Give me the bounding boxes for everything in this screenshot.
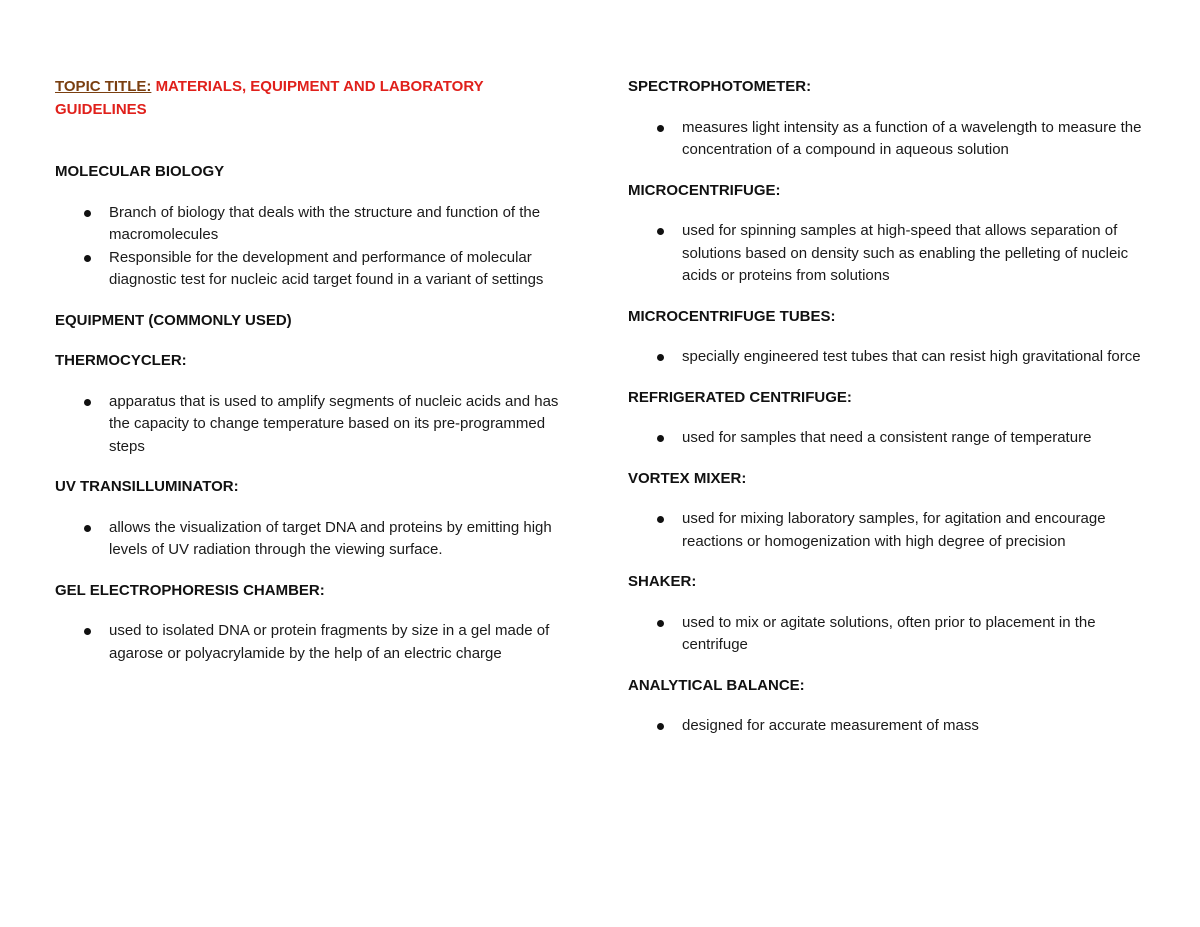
list-item: Responsible for the development and performance of molecular diagnostic test for nucleic acid target found in a variant of settings <box>55 247 575 292</box>
bullet-icon <box>657 228 664 235</box>
bullet-icon <box>84 210 91 217</box>
topic-title <box>55 76 555 121</box>
topic-text: MATERIALS, EQUIPMENT AND LABORATORY GUIDELINES <box>55 78 484 118</box>
list-item: allows the visualization of target DNA and proteins by emitting high levels of UV radiation through the viewing surface. <box>55 517 575 562</box>
bullet-icon <box>84 255 91 262</box>
gel-chamber-list <box>55 620 575 665</box>
heading-gel-electrophoresis: GEL ELECTROPHORESIS CHAMBER: <box>55 581 325 599</box>
bullet-icon <box>657 620 664 627</box>
list-item: used for mixing laboratory samples, for agitation and encourage reactions or homogenization with high degree of precision <box>628 508 1158 553</box>
bullet-icon <box>657 516 664 523</box>
microcentrifuge-tubes-list <box>628 346 1158 369</box>
heading-uv-transilluminator: UV TRANSILLUMINATOR: <box>55 478 239 495</box>
shaker-list <box>628 612 1158 657</box>
list-item: used for spinning samples at high-speed that allows separation of solutions based on density such as enabling the pelleting of nucleic acids or proteins from solutions <box>628 220 1158 288</box>
uv-transilluminator-list <box>55 517 575 562</box>
thermocycler-list <box>55 391 575 459</box>
right-column <box>628 76 1158 738</box>
bullet-icon <box>84 525 91 532</box>
left-column <box>55 76 575 665</box>
list-item: measures light intensity as a function of a wavelength to measure the concentration of a compound in aqueous solution <box>628 117 1158 162</box>
bullet-icon <box>84 628 91 635</box>
analytical-balance-list <box>628 715 1158 738</box>
list-item: specially engineered test tubes that can resist high gravitational force <box>628 346 1158 369</box>
bullet-icon <box>657 723 664 730</box>
heading-molecular-biology: MOLECULAR BIOLOGY <box>55 163 225 180</box>
bullet-icon <box>84 399 91 406</box>
heading-microcentrifuge: MICROCENTRIFUGE: <box>628 181 781 199</box>
list-item: used for samples that need a consistent range of temperature <box>628 427 1158 450</box>
bullet-icon <box>657 125 664 132</box>
vortex-mixer-list <box>628 508 1158 553</box>
refrigerated-centrifuge-list <box>628 427 1158 450</box>
heading-analytical-balance: ANALYTICAL BALANCE: <box>628 676 805 694</box>
bullet-icon <box>657 435 664 442</box>
topic-label: TOPIC TITLE: <box>55 78 152 95</box>
heading-microcentrifuge-tubes: MICROCENTRIFUGE TUBES: <box>628 307 836 325</box>
heading-thermocycler: THERMOCYCLER: <box>55 352 187 369</box>
list-item: used to mix or agitate solutions, often prior to placement in the centrifuge <box>628 612 1158 657</box>
heading-spectrophotometer: SPECTROPHOTOMETER: <box>628 78 812 95</box>
molecular-biology-list <box>55 202 575 292</box>
heading-shaker: SHAKER: <box>628 573 697 590</box>
list-item: designed for accurate measurement of mass <box>628 715 1158 738</box>
list-item: used to isolated DNA or protein fragments by size in a gel made of agarose or polyacrylamide by the help of an electric charge <box>55 620 575 665</box>
heading-equipment: EQUIPMENT (COMMONLY USED) <box>55 311 292 329</box>
heading-vortex-mixer: VORTEX MIXER: <box>628 469 747 487</box>
heading-refrigerated-centrifuge: REFRIGERATED CENTRIFUGE: <box>628 388 852 406</box>
spectrophotometer-list <box>628 117 1158 162</box>
microcentrifuge-list <box>628 220 1158 288</box>
list-item: apparatus that is used to amplify segments of nucleic acids and has the capacity to change temperature based on its pre-programmed steps <box>55 391 575 459</box>
bullet-icon <box>657 354 664 361</box>
list-item: Branch of biology that deals with the structure and function of the macromolecules <box>55 202 575 247</box>
